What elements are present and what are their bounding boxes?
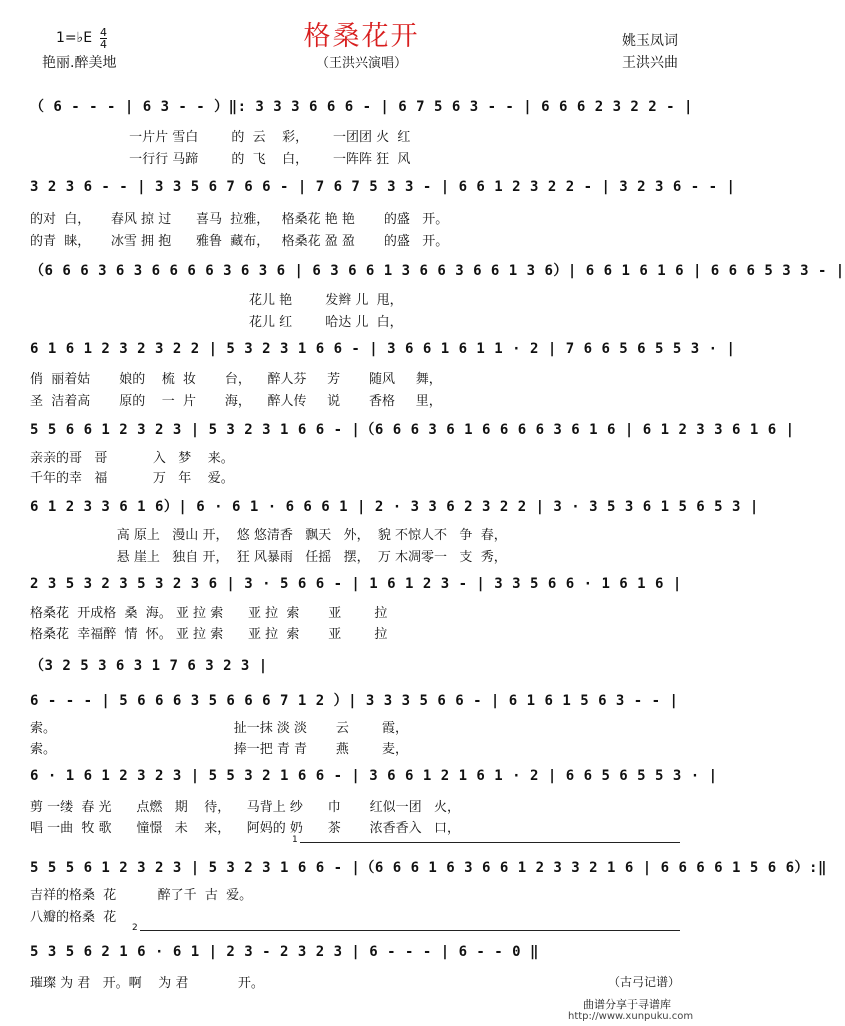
key-signature: 1=♭E: [56, 30, 93, 46]
lyric-line-9-verse-1: 索。 扯一抹 淡 淡 云 霞，: [30, 721, 408, 736]
lyric-line-10-verse-1: 剪 一缕 春 光 点燃 期 待， 马背上 纱 巾 红似一团 火，: [30, 800, 461, 815]
notes-line-6: 6 1 2 3 3 6 1 6）| 6 · 6 1 · 6 6 6 1 | 2 · 3 3 6 2 3 2 2 | 3 · 3 5 3 6 1 5 6 5 3 |: [30, 499, 759, 515]
notes-line-7: 2 3 5 3 2 3 5 3 2 3 6 | 3 · 5 6 6 - | 1 6 1 2 3 - | 3 3 5 6 6 · 1 6 1 6 |: [30, 576, 682, 592]
lyric-line-2-verse-1: 的对 白， 春风 掠 过 喜马 拉雅， 格桑花 艳 艳 的盛 开。: [30, 212, 449, 227]
lyric-line-5-verse-1: 亲亲的哥 哥 入 梦 来。: [30, 451, 234, 466]
lyric-line-11-verse-2: 八瓣的格桑 花: [30, 910, 117, 925]
meter-top: 4: [100, 26, 107, 39]
lyric-line-3-verse-2: 花儿 红 哈达 儿 白，: [30, 315, 403, 330]
time-signature: [100, 27, 107, 50]
notes-line-1: （ 6 - - - | 6 3 - - ）‖: 3 3 3 6 6 6 - | 6 7 5 6 3 - - | 6 6 6 2 3 2 2 - |: [30, 99, 693, 115]
volta-2-bracket: [140, 930, 680, 931]
composer: 王洪兴曲: [622, 55, 678, 71]
lyric-line-4-verse-1: 俏 丽着姑 娘的 梳 妆 台， 醉人芬 芳 随风 舞，: [30, 372, 442, 387]
volta-2-label: 2: [132, 923, 138, 933]
watermark-text: 曲谱分享于寻谱库: [583, 998, 671, 1011]
notes-line-8: （3 2 5 3 6 3 1 7 6 3 2 3 |: [30, 658, 268, 674]
notes-line-4: 6 1 6 1 2 3 2 3 2 2 | 5 3 2 3 1 6 6 - | 3 6 6 1 6 1 1 · 2 | 7 6 6 5 6 5 5 3 · |: [30, 341, 736, 357]
lyric-line-3-verse-1: 花儿 艳 发辫 儿 甩，: [30, 293, 403, 308]
song-title: 格桑花开: [303, 21, 420, 52]
notes-line-2: 3 2 3 6 - - | 3 3 5 6 7 6 6 - | 7 6 7 5 3 3 - | 6 6 1 2 3 2 2 - | 3 2 3 6 - - |: [30, 179, 736, 195]
lyric-line-12-verse-1: 璀璨 为 君 开。啊 为 君 开。: [30, 976, 264, 991]
lyric-line-4-verse-2: 圣 洁着高 原的 一 片 海， 醉人传 说 香格 里，: [30, 394, 442, 409]
notes-line-10: 6 · 1 6 1 2 3 2 3 | 5 5 3 2 1 6 6 - | 3 6 6 1 2 1 6 1 · 2 | 6 6 5 6 5 5 3 · |: [30, 768, 718, 784]
lyric-line-7-verse-2: 格桑花 幸福醉 情 怀。 亚 拉 索 亚 拉 索 亚 拉: [30, 627, 388, 642]
lyric-line-9-verse-2: 索。 捧一把 青 青 燕 麦，: [30, 742, 408, 757]
lyric-line-11-verse-1: 吉祥的格桑 花 醉了千 古 爱。: [30, 888, 253, 903]
transcriber-credit: （古弓记谱）: [608, 975, 681, 989]
volta-1-label: 1: [292, 835, 298, 845]
lyric-line-6-verse-2: 悬 崖上 独自 开， 狂 风暴雨 任摇 摆， 万 木凋零一 支 秀，: [30, 550, 507, 565]
lyric-line-1-verse-1: 一片片 雪白 的 云 彩， 一团团 火 红: [30, 130, 411, 145]
notes-line-5: 5 5 6 6 1 2 3 2 3 | 5 3 2 3 1 6 6 - |（6 6 6 3 6 1 6 6 6 6 3 6 1 6 | 6 1 2 3 3 6 1 6 |: [30, 422, 795, 438]
performer: （王洪兴演唱）: [315, 56, 407, 71]
meter-bottom: 4: [100, 38, 107, 51]
notes-line-9: 6 - - - | 5 6 6 6 3 5 6 6 6 7 1 2 ）| 3 3 3 5 6 6 - | 6 1 6 1 5 6 3 - - |: [30, 693, 679, 709]
watermark-url: http://www.xunpuku.com: [568, 1011, 694, 1022]
volta-1-bracket: [300, 842, 680, 843]
lyric-line-10-verse-2: 唱 一曲 牧 歌 憧憬 未 来， 阿妈的 奶 茶 浓香香入 口，: [30, 821, 461, 836]
notes-line-12: 5 3 5 6 2 1 6 · 6 1 | 2 3 - 2 3 2 3 | 6 - - - | 6 - - 0 ‖: [30, 944, 539, 960]
lyric-line-6-verse-1: 高 原上 漫山 开， 悠 悠清香 飘天 外， 貌 不惊人不 争 春，: [30, 528, 507, 543]
lyric-line-5-verse-2: 千年的幸 福 万 年 爱。: [30, 471, 234, 486]
notes-line-3: （6 6 6 3 6 3 6 6 6 6 3 6 3 6 | 6 3 6 6 1 3 6 6 3 6 6 1 3 6）| 6 6 1 6 1 6 | 6 6 6 5 3 3 - |: [30, 263, 845, 279]
lyric-line-7-verse-1: 格桑花 开成格 桑 海。 亚 拉 索 亚 拉 索 亚 拉: [30, 606, 388, 621]
notes-line-11: 5 5 5 6 1 2 3 2 3 | 5 3 2 3 1 6 6 - |（6 6 6 1 6 3 6 6 1 2 3 3 2 1 6 | 6 6 6 6 1 5 6 6）:‖: [30, 860, 827, 876]
lyric-line-2-verse-2: 的青 睐， 冰雪 拥 抱 雅鲁 藏布， 格桑花 盈 盈 的盛 开。: [30, 234, 449, 249]
lyricist: 姚玉凤词: [622, 33, 678, 49]
style-marking: 艳丽.醉美地: [42, 55, 117, 71]
lyric-line-1-verse-2: 一行行 马蹄 的 飞 白， 一阵阵 狂 风: [30, 152, 411, 167]
